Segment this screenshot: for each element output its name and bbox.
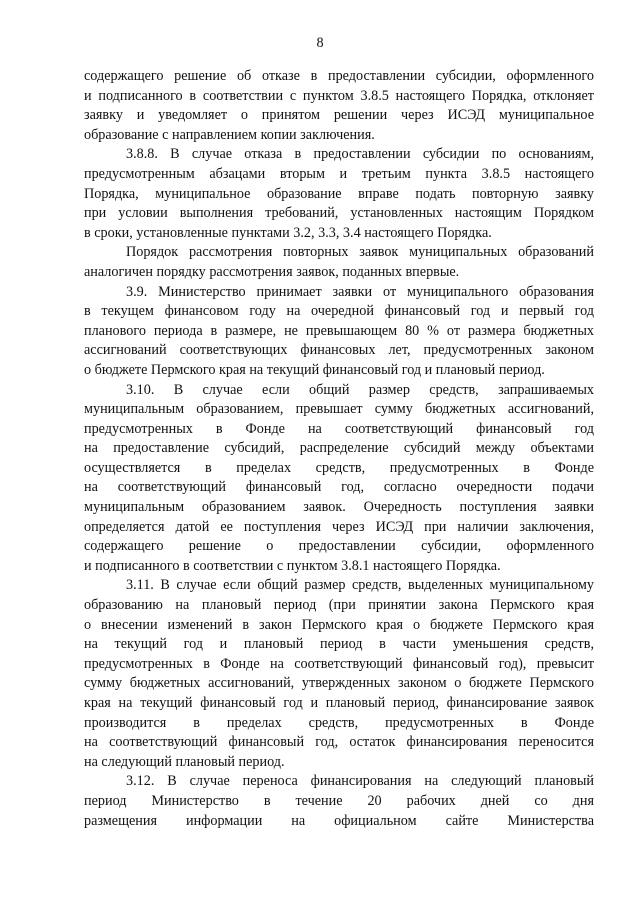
text-line: на текущий год и плановый период в части уменьшения средств, <box>84 636 594 653</box>
document-body <box>84 67 594 831</box>
text-line: производится в пределах средств, предусмотренных в Фонде <box>84 714 594 731</box>
text-line: в сроки, установленные пунктами 3.2, 3.3, 3.4 настоящего Порядка. <box>84 224 492 241</box>
text-line: муниципальным образованием заявок. Очередность поступления заявки <box>84 499 594 516</box>
paragraph <box>84 576 594 772</box>
text-line: 3.10. В случае если общий размер средств, запрашиваемых <box>126 381 594 398</box>
paragraph <box>84 145 594 243</box>
text-line: о бюджете Пермского края на текущий финансовый год и плановый период. <box>84 361 545 378</box>
text-line: муниципальным образованием, превышает сумму бюджетных ассигнований, <box>84 401 594 418</box>
text-line: Порядка, муниципальное образование вправе подать повторную заявку <box>84 185 594 202</box>
text-line: период Министерство в течение 20 рабочих дней со дня <box>84 792 594 809</box>
paragraph <box>84 772 594 831</box>
text-line: Порядок рассмотрения повторных заявок муниципальных образований <box>126 244 594 261</box>
text-line: образованию на плановый период (при принятии закона Пермского края <box>84 597 594 614</box>
paragraph <box>84 381 594 577</box>
text-line: планового периода в размере, не превышающем 80 % от размера бюджетных <box>84 322 594 339</box>
text-line: 3.11. В случае если общий размер средств, выделенных муниципальному <box>126 577 594 594</box>
text-line: на соответствующий финансовый год, согласно очередности подачи <box>84 479 594 496</box>
text-line: содержащего решение о предоставлении субсидии, оформленного <box>84 538 594 555</box>
text-line: и подписанного в соответствии с пунктом 3.8.1 настоящего Порядка. <box>84 557 501 574</box>
text-line: о внесении изменений в закон Пермского края о бюджете Пермского края <box>84 616 594 633</box>
text-line: в текущем финансовом году на очередной финансовый год и первый год <box>84 303 594 320</box>
paragraph <box>84 283 594 381</box>
text-line: предусмотренным абзацами вторым и третьим пункта 3.8.5 настоящего <box>84 165 594 182</box>
text-line: образование с направлением копии заключения. <box>84 126 375 143</box>
text-line: осуществляется в пределах средств, предусмотренных в Фонде <box>84 459 594 476</box>
text-line: на следующий плановый период. <box>84 753 285 770</box>
text-line: при условии выполнения требований, установленных настоящим Порядком <box>84 205 594 222</box>
text-line: размещения информации на официальном сайте Министерства <box>84 812 594 829</box>
page-number: 8 <box>316 35 324 51</box>
text-line: определяется датой ее поступления через ИСЭД при наличии заключения, <box>84 518 594 535</box>
text-line: сумму бюджетных ассигнований, утвержденных законом о бюджете Пермского <box>84 675 594 692</box>
text-line: ассигнований соответствующих финансовых лет, предусмотренных законом <box>84 342 594 359</box>
text-line: содержащего решение об отказе в предоставлении субсидии, оформленного <box>84 68 594 84</box>
text-line: 3.9. Министерство принимает заявки от муниципального образования <box>126 283 594 300</box>
text-line: и подписанного в соответствии с пунктом 3.8.5 настоящего Порядка, отклоняет <box>84 87 594 104</box>
text-line: 3.12. В случае переноса финансирования на следующий плановый <box>126 773 594 790</box>
text-line: заявку и уведомляет о принятом решении через ИСЭД муниципальное <box>84 107 594 124</box>
text-line: на соответствующий финансовый год, остаток финансирования переносится <box>84 734 594 751</box>
paragraph <box>84 243 594 282</box>
text-line: края на текущий финансовый год и плановый период, финансирование заявок <box>84 695 594 711</box>
paragraph <box>84 67 594 145</box>
text-line: аналогичен порядку рассмотрения заявок, поданных впервые. <box>84 263 460 280</box>
text-line: предусмотренных в Фонде на соответствующий финансовый год <box>84 420 594 437</box>
text-line: на предоставление субсидий, распределение субсидий между объектами <box>84 440 594 457</box>
text-line: 3.8.8. В случае отказа в предоставлении субсидии по основаниям, <box>126 146 594 163</box>
text-line: предусмотренных в Фонде на соответствующий финансовый год), превысит <box>84 655 594 672</box>
